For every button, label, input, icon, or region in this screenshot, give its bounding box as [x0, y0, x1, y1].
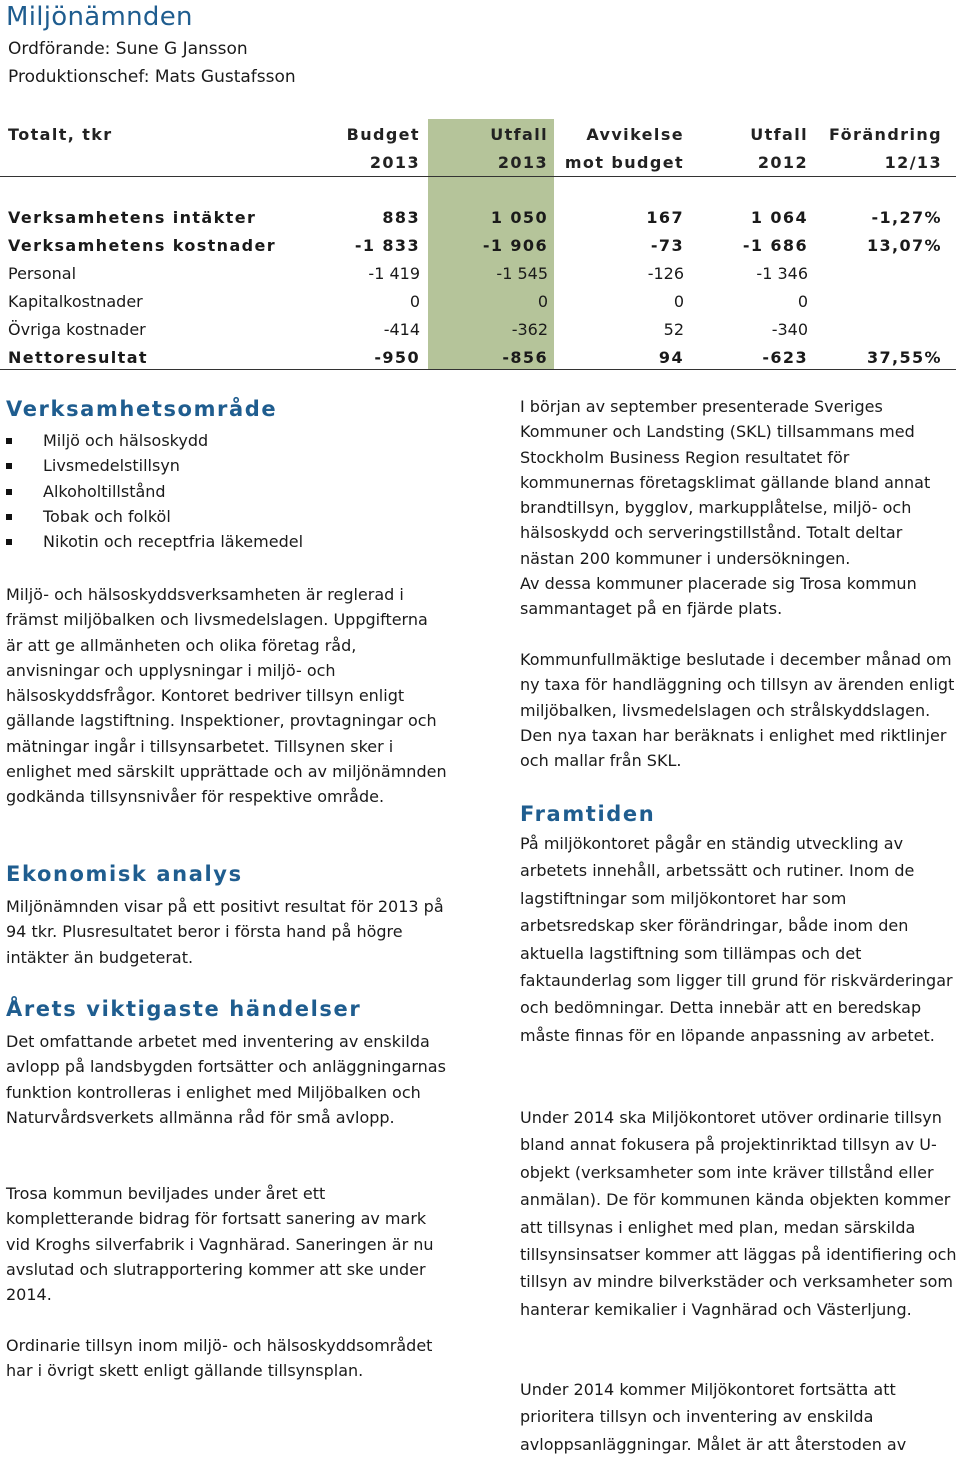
header-utfall-prev-year: 2012 — [757, 153, 808, 172]
framtiden-paragraph-2: Under 2014 ska Miljökontoret utöver ordinarie tillsyn bland annat fokusera på projektinriktad tillsyn av U-objekt (verksamheter som inte kräver tillstånd eller anmälan). De för kommunen kända objekten kommer att tillsynas i enlighet med plan, medan särskilda tillsynsinsatser kommer att läggas på identifiering och tillsyn av mindre bilverkstäder och verksamheter som hanterar kemikalier i Vagnhärad och Västerljung. — [520, 1108, 957, 1319]
arets-paragraph-3: Ordinarie tillsyn inom miljö- och hälsoskyddsområdet har i övrigt skett enligt gällande tillsynsplan. — [6, 1336, 433, 1381]
row-budget: 883 — [382, 208, 420, 227]
list-item — [6, 479, 446, 504]
list-item — [6, 504, 446, 529]
verksamhet-bullet-list — [6, 428, 446, 554]
header-avvikelse-sub: mot budget — [564, 153, 684, 172]
list-item — [6, 529, 446, 554]
row-utfall-prev: 1 064 — [750, 208, 808, 227]
ekonomisk-paragraph: Miljönämnden visar på ett positivt resultat för 2013 på 94 tkr. Plusresultatet beror i första hand på högre intäkter än budgeterat. — [6, 897, 444, 967]
row-utfall: -1 906 — [482, 236, 548, 255]
row-avvikelse: 0 — [673, 292, 684, 311]
list-item-text: Livsmedelstillsyn — [43, 456, 180, 476]
header-forandring-period: 12/13 — [884, 153, 942, 172]
row-budget: -1 833 — [354, 236, 420, 255]
table-header-row-1 — [0, 121, 956, 149]
list-item-text: Miljö och hälsoskydd — [43, 431, 209, 450]
row-label: Verksamhetens intäkter — [8, 208, 257, 227]
financial-table — [0, 119, 956, 371]
header-utfall-prev: Utfall — [750, 125, 808, 144]
framtiden-paragraph-1: På miljökontoret pågår en ständig utveckling av arbetets innehåll, arbetssätt och rutiner. Inom de lagstiftningar som miljökontoret har som arbetsredskap sker förändringar, både inom den aktuella lagstiftning som tillämpas och det faktaunderlag som ligger till grund för riskvärderingar och bedömningar. Detta innebär att en beredskap måste finnas för en löpande anpassning av arbetet. — [520, 834, 953, 1045]
row-utfall: -362 — [511, 320, 548, 339]
row-label: Övriga kostnader — [8, 320, 146, 339]
row-utfall-prev: -1 346 — [756, 264, 808, 283]
production-manager-text: Produktionschef: Mats Gustafsson — [8, 67, 296, 87]
ranking-paragraph: Av dessa kommuner placerade sig Trosa kommun sammantaget på en fjärde plats. — [520, 574, 917, 619]
bullet-square-icon — [6, 489, 12, 495]
list-item-text: Alkoholtillstånd — [43, 481, 166, 501]
row-change: -1,27% — [871, 208, 942, 227]
table-row — [0, 344, 956, 372]
heading-framtiden: Framtiden — [520, 802, 656, 826]
header-rule — [0, 176, 956, 177]
row-label: Personal — [8, 264, 77, 283]
header-forandring: Förändring — [828, 125, 942, 144]
framtiden-paragraph-3: Under 2014 kommer Miljökontoret fortsätta att prioritera tillsyn och inventering av enskilda avloppsanläggningar. Målet är att återstoden av — [520, 1380, 907, 1454]
header-totalt: Totalt, tkr — [8, 125, 113, 144]
header-budget-year: 2013 — [369, 153, 420, 172]
row-label: Verksamhetens kostnader — [8, 236, 277, 255]
header-budget: Budget — [346, 125, 420, 144]
bullet-square-icon — [6, 514, 12, 520]
table-row — [0, 260, 956, 288]
list-item-text: Tobak och folköl — [43, 506, 171, 526]
chairperson-text: Ordförande: Sune G Jansson — [8, 39, 248, 59]
bullet-square-icon — [6, 438, 12, 444]
heading-arets-handelser: Årets viktigaste händelser — [6, 997, 362, 1021]
row-utfall-prev: -1 686 — [742, 236, 808, 255]
row-utfall: -856 — [502, 348, 548, 367]
row-budget: -1 419 — [368, 264, 420, 283]
row-avvikelse: -126 — [647, 264, 684, 283]
table-row — [0, 204, 956, 232]
list-item — [6, 428, 446, 453]
row-utfall-prev: -623 — [762, 348, 808, 367]
bullet-square-icon — [6, 539, 12, 545]
row-label: Kapitalkostnader — [8, 292, 143, 311]
row-budget: -414 — [383, 320, 420, 339]
row-avvikelse: 167 — [646, 208, 684, 227]
bullet-square-icon — [6, 463, 12, 469]
row-utfall-prev: 0 — [797, 292, 808, 311]
skl-paragraph: I början av september presenterade Sveriges Kommuner och Landsting (SKL) tillsammans med Stockholm Business Region resultatet för kommunernas företagsklimat gällande bland annat brandtillsyn, bygglov, markupplåtelse, miljö- och hälsoskydd och serveringstillstånd. Totalt deltar nästan 200 kommuner i undersökningen. — [520, 397, 931, 568]
arets-paragraph-2: Trosa kommun beviljades under året ett kompletterande bidrag för fortsatt sanering av mark vid Kroghs silverfabrik i Vagnhärad. Saneringen är nu avslutad och slutrapportering kommer att ske under 2014. — [6, 1184, 434, 1305]
list-item-text: Nikotin och receptfria läkemedel — [43, 532, 304, 552]
row-utfall: -1 545 — [496, 264, 548, 283]
row-avvikelse: -73 — [650, 236, 684, 255]
row-change: 37,55% — [866, 348, 942, 367]
verksamhet-paragraph: Miljö- och hälsoskyddsverksamheten är reglerad i främst miljöbalken och livsmedelslagen. Uppgifterna är att ge allmänheten och olika företag råd, anvisningar och upplysningar i miljö- och hälsoskyddsfrågor. Kontoret bedriver tillsyn enligt gällande lagstiftning. Inspektioner, provtagningar och mätningar ingår i tillsynsarbetet. Tillsynen sker i enlighet med särskilt upprättade och av miljönämnden godkända tillsynsnivåer för respektive område. — [6, 585, 447, 807]
heading-ekonomisk-analys: Ekonomisk analys — [6, 862, 243, 886]
header-utfall: Utfall — [490, 125, 548, 144]
table-header-row-2 — [0, 149, 956, 177]
heading-verksamhetsomrade: Verksamhetsområde — [6, 397, 278, 421]
list-item — [6, 453, 446, 478]
row-utfall: 1 050 — [490, 208, 548, 227]
row-utfall: 0 — [537, 292, 548, 311]
arets-paragraph-1: Det omfattande arbetet med inventering av enskilda avlopp på landsbygden fortsätter och anläggningarnas funktion kontrolleras i enlighet med Miljöbalken och Naturvårdsverkets allmänna råd för små avlopp. — [6, 1032, 446, 1127]
row-change: 13,07% — [866, 236, 942, 255]
header-utfall-year: 2013 — [497, 153, 548, 172]
table-row — [0, 316, 956, 344]
row-budget: -950 — [374, 348, 420, 367]
row-utfall-prev: -340 — [771, 320, 808, 339]
header-avvikelse: Avvikelse — [586, 125, 684, 144]
footer-rule — [0, 369, 956, 370]
row-avvikelse: 52 — [663, 320, 684, 339]
taxa-paragraph: Kommunfullmäktige beslutade i december månad om ny taxa för handläggning och tillsyn av ärenden enligt miljöbalken, livsmedelslagen och strålskyddslagen. Den nya taxan har beräknats i enlighet med riktlinjer och mallar från SKL. — [520, 650, 955, 771]
row-avvikelse: 94 — [658, 348, 684, 367]
row-budget: 0 — [409, 292, 420, 311]
page-title: Miljönämnden — [6, 2, 193, 32]
table-row — [0, 288, 956, 316]
row-label: Nettoresultat — [8, 348, 148, 367]
table-row — [0, 232, 956, 260]
